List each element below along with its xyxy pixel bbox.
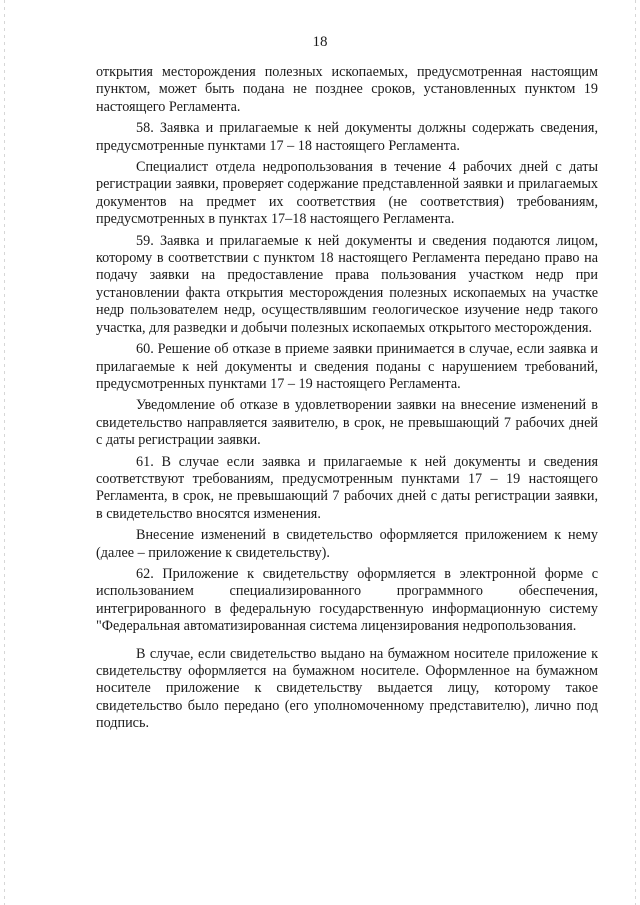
paragraph-paper-issuance: В случае, если свидетельство выдано на бумажном носителе приложение к свидетельству оформляется на бумажном носителе. Оформленное на бумажном носителе приложение к свидетельству выдается лицу, которому такое свидетельство было передано (его уполномоченному представителю), лично под подпись. xyxy=(96,645,598,732)
scan-edge-right xyxy=(635,0,636,905)
paragraph-refusal-notice: Уведомление об отказе в удовлетворении заявки на внесение изменений в свидетельство направляется заявителю, в срок, не превышающий 7 рабочих дней с даты регистрации заявки. xyxy=(96,397,598,449)
scan-edge-left xyxy=(4,0,5,905)
paragraph-61: 61. В случае если заявка и прилагаемые к ней документы и сведения соответствуют требованиям, предусмотренным пунктами 17 – 19 настоящего Регламента, в срок, не превышающий 7 рабочих дней с даты регистрации заявки, в свидетельство вносятся изменения. xyxy=(96,453,598,522)
paragraph-58: 58. Заявка и прилагаемые к ней документы должны содержать сведения, предусмотренные пунктами 17 – 18 настоящего Регламента. xyxy=(96,120,598,154)
page-number: 18 xyxy=(312,34,328,50)
paragraph-60: 60. Решение об отказе в приеме заявки принимается в случае, если заявка и прилагаемые к ней документы и сведения поданы с нарушением требований, предусмотренных пунктами 17 – 19 настоящего Регламента. xyxy=(96,341,598,392)
paragraph-amendment-annex: Внесение изменений в свидетельство оформляется приложением к нему (далее – приложение к свидетельству). xyxy=(96,527,598,561)
paragraph-59: 59. Заявка и прилагаемые к ней документы и сведения подаются лицом, которому в соответствии с пунктом 18 настоящего Регламента передано право на подачу заявки на предоставление права пользования участком недр при установлении факта открытия месторождения полезных ископаемых на участке недр пользователем недр, осуществлявшим геологическое изучение недр такого участка, для разведки и добычи полезных ископаемых открытого месторождения. xyxy=(96,232,598,336)
paragraph-specialist-check: Специалист отдела недропользования в течение 4 рабочих дней с даты регистрации заявки, проверяет содержание представленной заявки и прилагаемых документов на предмет их соответствия (не соответствия) требованиям, предусмотренных в пунктах 17–18 настоящего Регламента. xyxy=(96,159,598,228)
document-body xyxy=(96,64,598,733)
paragraph-62: 62. Приложение к свидетельству оформляется в электронной форме с использованием специализированного программного обеспечения, интегрированного в федеральную государственную информационную систему "Федеральная автоматизированная система лицензирования недропользования. xyxy=(96,565,598,635)
paragraph-continuation: открытия месторождения полезных ископаемых, предусмотренная настоящим пунктом, может быть подана не позднее сроков, установленных пунктом 19 настоящего Регламента. xyxy=(96,64,598,115)
